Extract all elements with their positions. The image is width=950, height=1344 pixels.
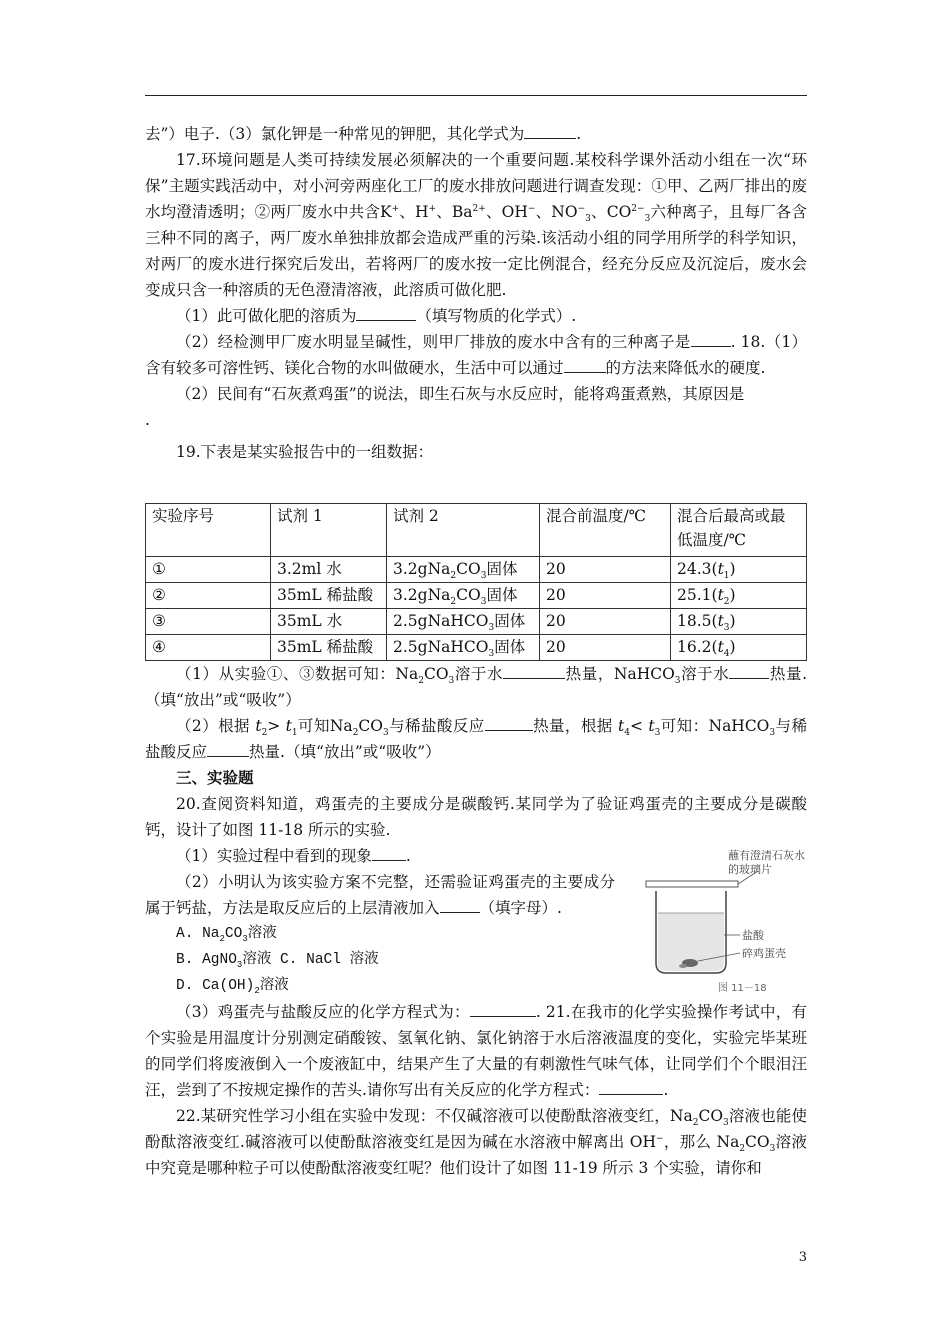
label-glass-plate-line1: 蘸有澄清石灰水 bbox=[728, 849, 805, 862]
option-a: A. $Na_2CO_3$溶液 bbox=[176, 926, 277, 944]
experiment-data-table bbox=[145, 503, 807, 661]
table-cell: 35mL 水 bbox=[271, 609, 387, 635]
table-header-cell: 试剂 2 bbox=[387, 504, 540, 557]
table-cell: $16.2(t_4)$ bbox=[671, 635, 807, 661]
figure-11-18 bbox=[628, 845, 808, 995]
answer-blank[interactable] bbox=[356, 304, 416, 321]
page-content bbox=[145, 121, 807, 1181]
table-cell: $3.2gNa_2CO_3$固体 bbox=[387, 583, 540, 609]
table-cell: $25.1(t_2)$ bbox=[671, 583, 807, 609]
paragraph-q16-end: 去”）电子.（3）氯化钾是一种常见的钾肥，其化学式为 . bbox=[145, 121, 807, 147]
paragraph-q17: 17.环境问题是人类可持续发展必须解决的一个重要问题.某校科学课外活动小组在一次“环保”主题实践活动中，对小河旁两座化工厂的废水排放问题进行调查发现：①甲、乙两厂排出的废水均澄清透明；②两厂废水中共含K+、H+、$Ba^{2+}$、OH−、$NO^-_3$、$CO^{2-}_3$六种离子，且每厂各含三种不同的离子，两厂废水单独排放都会造成严重的污染.该活动小组的同学用所学的科学知识，对两厂的废水进行探究后发出，若将两厂的废水按一定比例混合，经充分反应及沉淀后，废水会变成只含一种溶质的无色澄清溶液，此溶质可做化肥. bbox=[145, 151, 807, 299]
header-rule bbox=[145, 95, 807, 96]
paragraph-q20-3-q21: （3）鸡蛋壳与盐酸反应的化学方程式为： . 21.在我市的化学实验操作考试中，有个实验是用温度计分别测定硝酸铵、氢氧化钠、氯化钠溶于水后溶液温度的变化，实验完毕某班的同学们将废液倒入一个废液缸中，结果产生了大量的有刺激性气味气体，让同学们个个眼泪汪汪，尝到了不按规定操作的苦头.请你写出有关反应的化学方程式： . bbox=[145, 999, 807, 1103]
answer-blank[interactable] bbox=[470, 1000, 536, 1017]
paragraph-q19-1: （1）从实验①、③数据可知：$Na_2CO_3$溶于水 热量，NaHCO$_3$溶于水 热量.（填“放出”或“吸收”） bbox=[145, 661, 807, 713]
glass-plate bbox=[646, 881, 738, 887]
table-cell: 20 bbox=[540, 609, 671, 635]
table-cell: 20 bbox=[540, 635, 671, 661]
answer-blank[interactable] bbox=[372, 844, 406, 861]
figure-caption: 图 11－18 bbox=[718, 983, 767, 994]
table-cell: 3.2ml 水 bbox=[271, 557, 387, 583]
table-cell: 35mL 稀盐酸 bbox=[271, 635, 387, 661]
table-header-row bbox=[146, 504, 807, 557]
table-header-cell: 混合前温度/℃ bbox=[540, 504, 671, 557]
paragraph-q20-1: （1）实验过程中看到的现象 . bbox=[145, 843, 615, 869]
table-row bbox=[146, 635, 807, 661]
table-cell: 20 bbox=[540, 557, 671, 583]
table-cell: ① bbox=[146, 557, 271, 583]
table-row bbox=[146, 583, 807, 609]
table-cell: $18.5(t_3)$ bbox=[671, 609, 807, 635]
answer-blank[interactable] bbox=[691, 330, 731, 347]
table-cell: 20 bbox=[540, 583, 671, 609]
table-cell: 2.5gNaHCO$_3$固体 bbox=[387, 609, 540, 635]
paragraph-q20: 20.查阅资料知道，鸡蛋壳的主要成分是碳酸钙.某同学为了验证鸡蛋壳的主要成分是碳酸钙，设计了如图 11-18 所示的实验. bbox=[145, 795, 807, 839]
table-cell: ② bbox=[146, 583, 271, 609]
table-cell: ③ bbox=[146, 609, 271, 635]
label-eggshell: 碎鸡蛋壳 bbox=[742, 947, 786, 960]
table-cell: $24.3(t_1)$ bbox=[671, 557, 807, 583]
option-b-c: B. AgNO$_3$溶液 C. NaCl 溶液 bbox=[176, 952, 379, 970]
paragraph-q17-1: （1）此可做化肥的溶质为 （填写物质的化学式）. bbox=[145, 303, 807, 329]
answer-blank[interactable] bbox=[564, 356, 606, 373]
answer-blank[interactable] bbox=[729, 662, 769, 679]
paragraph-q18-2: （2）民间有“石灰煮鸡蛋”的说法，即生石灰与水反应时，能将鸡蛋煮熟，其原因是 bbox=[176, 385, 745, 403]
answer-blank[interactable] bbox=[503, 662, 565, 679]
label-glass-plate-line2: 的玻璃片 bbox=[728, 863, 772, 876]
beaker-diagram bbox=[628, 845, 808, 995]
answer-blank[interactable] bbox=[524, 122, 576, 139]
section-heading: 三、实验题 bbox=[176, 768, 254, 787]
answer-blank[interactable] bbox=[207, 740, 249, 757]
answer-blank[interactable] bbox=[440, 896, 480, 913]
paragraph-q20-2: （2）小明认为该实验方案不完整，还需验证鸡蛋壳的主要成分属于钙盐，方法是取反应后的上层清液加入 （填字母）. bbox=[145, 873, 615, 917]
option-d: D. $Ca(OH)_2$溶液 bbox=[176, 978, 289, 996]
paragraph-q22: 22.某研究性学习小组在实验中发现：不仅碱溶液可以使酚酞溶液变红，$Na_2CO_3$溶液也能使酚酞溶液变红.碱溶液可以使酚酞溶液变红是因为碱在水溶液中解离出 OH−，那么 $Na_2CO_3$溶液中究竟是哪种粒子可以使酚酞溶液变红呢？他们设计了如图 11-19 所示 3 个实验，请你和 bbox=[145, 1107, 807, 1177]
table-cell: 35mL 稀盐酸 bbox=[271, 583, 387, 609]
table-cell: ④ bbox=[146, 635, 271, 661]
label-acid: 盐酸 bbox=[742, 929, 764, 942]
paragraph-q19: 19.下表是某实验报告中的一组数据： bbox=[176, 443, 434, 461]
table-header-cell: 试剂 1 bbox=[271, 504, 387, 557]
page-number: 3 bbox=[798, 1250, 807, 1265]
answer-blank[interactable] bbox=[599, 1078, 663, 1095]
table-header-cell: 实验序号 bbox=[146, 504, 271, 557]
q20-subquestions bbox=[145, 843, 615, 999]
table-cell: $3.2gNa_2CO_3$固体 bbox=[387, 557, 540, 583]
answer-blank[interactable] bbox=[485, 714, 533, 731]
table-row bbox=[146, 557, 807, 583]
paragraph-q17-2-q18-1: （2）经检测甲厂废水明显呈碱性，则甲厂排放的废水中含有的三种离子是 . 18.（1）含有较多可溶性钙、镁化合物的水叫做硬水，生活中可以通过 的方法来降低水的硬度. bbox=[145, 329, 807, 381]
table-header-cell: 混合后最高或最低温度/℃ bbox=[671, 504, 807, 557]
table-row bbox=[146, 609, 807, 635]
paragraph-q19-2: （2）根据 $t_2> t_1$可知$Na_2CO_3$与稀盐酸反应 热量，根据 $t_4< t_3$可知：NaHCO$_3$与稀盐酸反应 热量.（填“放出”或“吸收”） bbox=[145, 713, 807, 765]
table-cell: 2.5gNaHCO$_3$固体 bbox=[387, 635, 540, 661]
paragraph-q18-2-end: . bbox=[145, 411, 150, 429]
eggshell-piece bbox=[679, 964, 687, 968]
